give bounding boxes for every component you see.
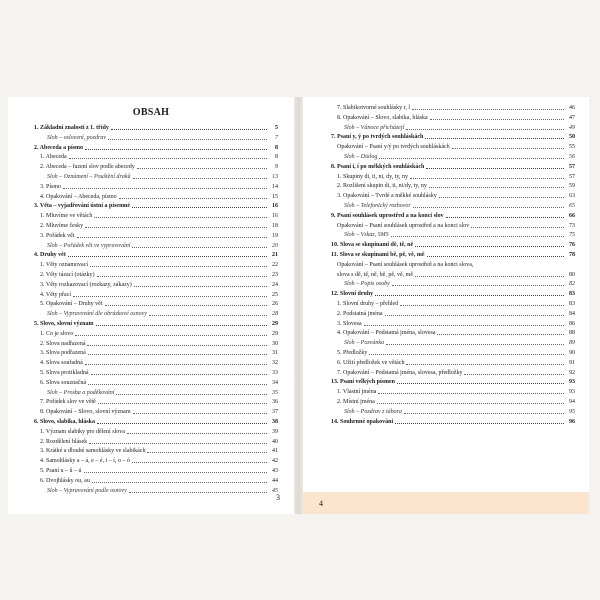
toc-entry-page: 95 (569, 408, 575, 415)
toc-entry-title: slova s dě, tě, ně, bě, pě, vě, mě (337, 271, 413, 278)
toc-leader-dots (87, 345, 267, 346)
toc-entry (34, 251, 278, 259)
toc-entry (34, 457, 278, 465)
toc-entry (34, 144, 278, 152)
toc-entry-page: 83 (569, 291, 575, 298)
toc-entry-page: 57 (569, 173, 575, 180)
toc-entry (331, 182, 575, 190)
toc-entry (34, 271, 278, 279)
toc-entry-page: 40 (272, 438, 278, 445)
toc-leader-dots (379, 158, 564, 159)
toc-entry-page: 73 (569, 222, 575, 229)
toc-entry (34, 183, 278, 191)
toc-entry-title: Opakování – Psaní y/ý po tvrdých souhláskách (337, 144, 450, 151)
toc-entry (331, 173, 575, 181)
toc-entry (331, 310, 575, 318)
toc-entry-title: 3. Písmo (40, 183, 62, 190)
toc-entry-title: 5. Slova protikladná (40, 370, 89, 376)
toc-entry-page: 25 (272, 291, 278, 298)
toc-entry (34, 281, 278, 289)
toc-entry (331, 104, 575, 112)
toc-entry-page: 76 (569, 242, 575, 249)
toc-entry-page: 41 (272, 448, 278, 455)
toc-leader-dots (430, 119, 564, 120)
toc-leader-dots (88, 354, 267, 355)
toc-entry-page: 90 (569, 350, 575, 356)
toc-leader-dots (77, 237, 267, 238)
toc-leader-dots (132, 247, 267, 248)
toc-entry (34, 447, 278, 455)
left-page (8, 97, 294, 514)
toc-entry-page: 29 (272, 321, 278, 327)
toc-entry (331, 241, 575, 249)
toc-entry-title: 5. Psaní u – ů – ú (40, 468, 82, 474)
toc-entry-page: 37 (272, 409, 278, 416)
page-number-right: 4 (319, 499, 323, 508)
toc-entry (331, 359, 575, 367)
toc-leader-dots (439, 197, 564, 198)
toc-entry-title: 2. Místní jména (337, 399, 375, 405)
toc-leader-dots (149, 315, 267, 316)
toc-leader-dots (375, 295, 564, 296)
toc-entry (331, 251, 575, 259)
toc-entry-page: 83 (569, 301, 575, 307)
toc-entry-page: 30 (272, 340, 278, 347)
toc-entry-title: Sloh – Vypravování podle osnovy (47, 487, 127, 494)
toc-entry-page: 89 (569, 340, 575, 347)
toc-entry-page: 29 (272, 330, 278, 337)
toc-leader-dots (404, 413, 564, 414)
toc-entry-page: 80 (569, 271, 575, 278)
toc-entry (34, 261, 278, 269)
toc-entry-title: Sloh – Vánoce přicházejí (344, 124, 405, 131)
toc-leader-dots (437, 334, 564, 335)
toc-entry-page: 15 (272, 193, 278, 200)
toc-entry (34, 134, 278, 142)
toc-leader-dots (377, 403, 564, 404)
toc-entry-title: 4. Věty přací (40, 291, 72, 298)
toc-entry-title: 13. Psaní velkých písmen (331, 379, 396, 386)
toc-entry-page: 82 (569, 281, 575, 288)
toc-entry-page: 50 (569, 134, 575, 141)
toc-entry (331, 231, 575, 239)
toc-entry (34, 438, 278, 446)
toc-leader-dots (133, 178, 267, 179)
toc-entry-page: 14 (272, 183, 278, 190)
toc-leader-dots (105, 305, 267, 306)
toc-entry (34, 330, 278, 338)
toc-entry (34, 300, 278, 308)
toc-leader-dots (412, 109, 564, 110)
toc-leader-dots (425, 138, 564, 139)
toc-entry-title: 4. Samohlásky a – á, e – é, i – í, o – ó (40, 458, 130, 465)
toc-entry-title: 2. Podstatná jména (337, 310, 383, 317)
toc-entry-page: 56 (569, 154, 575, 160)
toc-entry-page: 42 (272, 458, 278, 465)
toc-entry (34, 242, 278, 250)
toc-entry-title: 2. Abeceda – řazení slov podle abecedy (40, 164, 135, 171)
toc-entry-title: 2. Slova nadřazená (40, 340, 86, 347)
toc-entry-title: Sloh – Vypravování dle obrázkové osnovy (47, 311, 147, 318)
toc-entry-title: 2. Rozdělení hlásek (40, 438, 88, 445)
toc-leader-dots (397, 383, 564, 384)
toc-leader-dots (116, 394, 267, 395)
toc-entry (331, 153, 575, 161)
toc-entry (331, 271, 575, 279)
toc-leader-dots (85, 149, 267, 150)
toc-entry (331, 378, 575, 386)
toc-leader-dots (91, 374, 267, 375)
toc-entry-title: 1. Základní znalosti z 1. třídy (34, 125, 109, 131)
page-title: OBSAH (132, 107, 170, 118)
toc-entry (331, 114, 575, 122)
toc-entry-title: 2. Rozlišení skupin di, ti, ni/dy, ty, ny (337, 183, 427, 190)
toc-entry-title: Sloh – Dialog (344, 154, 378, 160)
toc-leader-dots (415, 246, 564, 247)
toc-entry-page: 20 (272, 242, 278, 249)
book-gutter (294, 97, 303, 514)
toc-entry-title: 6. Slova souznačná (40, 379, 87, 386)
toc-entry-title: 8. Opakování – Slovo, slabika, hláska (337, 114, 428, 121)
toc-entry-page: 36 (272, 399, 278, 406)
page-footer-band (303, 492, 589, 514)
toc-entry-title: 3. Věta – vyjadřování ústní a písemné (34, 203, 131, 210)
toc-leader-dots (471, 227, 564, 228)
toc-entry-page: 35 (272, 389, 278, 396)
toc-leader-dots (364, 325, 564, 326)
toc-entry (34, 467, 278, 475)
toc-leader-dots (127, 433, 267, 434)
toc-entry (331, 398, 575, 406)
toc-entry (331, 192, 575, 200)
toc-entry-page: 33 (272, 370, 278, 376)
toc-entry (34, 124, 278, 132)
toc-leader-dots (429, 187, 564, 188)
toc-entry-title: 8. Opakování – Slovo, slovní význam (40, 409, 131, 416)
toc-leader-dots (75, 335, 267, 336)
toc-leader-dots (89, 443, 267, 444)
toc-leader-dots (400, 305, 564, 306)
toc-leader-dots (85, 364, 267, 365)
toc-entry-title: Sloh – oslovení, pozdrav (47, 134, 106, 141)
toc-leader-dots (98, 403, 267, 404)
toc-leader-dots (413, 207, 564, 208)
page-number-left: 3 (276, 493, 280, 502)
toc-entry-title: 4. Opakování – Podstatná jména, slovesa (337, 330, 436, 337)
toc-entry-title: Sloh – Telefonický rozhovor (344, 203, 411, 209)
toc-entry-title: 3. Slovesa (337, 320, 362, 327)
toc-entry-title: 1. Abeceda (40, 154, 67, 161)
toc-entry (34, 477, 278, 485)
toc-leader-dots (452, 148, 564, 149)
toc-entry-page: 39 (272, 428, 278, 435)
toc-leader-dots (137, 168, 267, 169)
toc-entry-title: Sloh – Prosba a poděkování (47, 389, 115, 396)
toc-entry-title: 5. Předložky (337, 350, 368, 356)
toc-entry (34, 173, 278, 181)
toc-entry-title: 11. Slova se skupinami bě, pě, vě, mě (331, 252, 425, 258)
toc-leader-dots (410, 178, 564, 179)
toc-entry-page: 88 (569, 330, 575, 337)
toc-leader-dots (68, 256, 267, 257)
toc-entry (331, 143, 575, 151)
toc-leader-dots (129, 492, 267, 493)
toc-entry-title: 3. Slova podřazená (40, 350, 86, 357)
toc-leader-dots (132, 462, 267, 463)
toc-entry (34, 349, 278, 357)
toc-entry-page: 84 (569, 310, 575, 317)
toc-entry-title: 3. Opakování – Tvrdé a měkké souhlásky (337, 193, 437, 200)
toc-entry-page: 22 (272, 262, 278, 269)
toc-entry (34, 310, 278, 318)
toc-entry-page: 47 (569, 114, 575, 121)
toc-entry (34, 320, 278, 328)
toc-entry (34, 398, 278, 406)
toc-entry-title: 10. Slova se skupinami dě, tě, ně (331, 242, 414, 249)
toc-entry-page: 8 (275, 154, 278, 161)
toc-entry-title: Opakování – Psaní souhlásek uprostřed a na konci slova, (337, 261, 474, 268)
toc-leader-dots (63, 188, 267, 189)
toc-entry (331, 329, 575, 337)
toc-entry-page: 5 (275, 125, 278, 131)
toc-entry-page: 24 (272, 281, 278, 288)
toc-leader-dots (406, 129, 564, 130)
toc-leader-dots (97, 276, 267, 277)
toc-entry (34, 379, 278, 387)
right-page (303, 97, 589, 514)
toc-entry-page: 57 (569, 163, 575, 170)
toc-entry-title: 3. Pořádek vět (40, 232, 75, 239)
toc-entry (331, 212, 575, 220)
toc-entry-page: 91 (569, 359, 575, 366)
toc-entry (34, 291, 278, 299)
toc-entry-title: Sloh – Pozvánka (344, 340, 384, 347)
toc-entry-title: Sloh – Pozdrav z tábora (344, 408, 403, 415)
toc-entry-title: 1. Skupiny di, ti, ni, dy, ty, ny (337, 173, 409, 180)
toc-leader-dots (69, 158, 267, 159)
toc-entry (34, 212, 278, 220)
toc-entry-title: 4. Slova souřadná (40, 360, 83, 367)
toc-entry (34, 389, 278, 397)
toc-leader-dots (392, 285, 564, 286)
toc-leader-dots (391, 236, 564, 237)
toc-entry-title: Sloh – Vzkaz, SMS (344, 232, 389, 239)
toc-entry-page: 46 (569, 105, 575, 111)
toc-leader-dots (94, 217, 267, 218)
toc-entry (34, 487, 278, 495)
toc-entry (34, 428, 278, 436)
toc-entry-page: 93 (569, 389, 575, 396)
toc-leader-dots (427, 256, 564, 257)
toc-entry-title: 14. Souhrnné opakování (331, 418, 394, 425)
toc-entry (34, 418, 278, 426)
toc-entry-page: 43 (272, 468, 278, 474)
toc-entry-title: 1. Význam slabiky pro dělení slova (40, 428, 125, 435)
toc-entry-page: 34 (272, 379, 278, 386)
toc-entry (331, 349, 575, 357)
toc-entry-page: 38 (272, 419, 278, 425)
toc-leader-dots (134, 286, 267, 287)
toc-entry-page: 9 (275, 164, 278, 171)
toc-entry (34, 340, 278, 348)
toc-entry-title: 1. Mluvíme ve větách (40, 213, 93, 220)
toc-entry-title: 7. Psaní y, ý po tvrdých souhláskách (331, 134, 424, 141)
toc-entry-title: 1. Vlastní jména (337, 389, 377, 396)
toc-entry (34, 359, 278, 367)
toc-entry-title: 5. Opakování – Druhy vět (40, 301, 103, 308)
toc-entry-page: 65 (569, 203, 575, 209)
toc-leader-dots (90, 266, 267, 267)
toc-entry-title: 1. Věty oznamovací (40, 262, 89, 269)
toc-entry (34, 232, 278, 240)
toc-leader-dots (426, 168, 564, 169)
toc-entry (331, 418, 575, 426)
toc-leader-dots (84, 472, 267, 473)
toc-entry-page: 7 (275, 134, 278, 141)
toc-entry (34, 222, 278, 230)
toc-entry-page: 55 (569, 144, 575, 151)
toc-entry (331, 133, 575, 141)
toc-entry (331, 202, 575, 210)
toc-entry-page: 32 (272, 360, 278, 367)
toc-entry-page: 96 (569, 418, 575, 425)
toc-leader-dots (446, 217, 564, 218)
toc-entry (331, 300, 575, 308)
toc-leader-dots (96, 325, 267, 326)
toc-entry (331, 163, 575, 171)
toc-entry-title: Sloh – Oznámení – Pouštění draků (47, 174, 131, 180)
toc-entry (331, 408, 575, 416)
toc-entry-title: 3. Krátké a dlouhé samohlásky ve slabikách (40, 448, 146, 455)
toc-entry-title: 6. Dvojhlásky ou, au (40, 477, 90, 484)
toc-entry (331, 280, 575, 288)
toc-leader-dots (97, 423, 267, 424)
toc-entry-title: 9. Psaní souhlásek uprostřed a na konci slov (331, 212, 444, 219)
toc-leader-dots (132, 207, 267, 208)
toc-entry (331, 290, 575, 298)
toc-entry-page: 86 (569, 320, 575, 327)
toc-leader-dots (385, 315, 564, 316)
toc-leader-dots (378, 393, 564, 394)
toc-entry (331, 369, 575, 377)
toc-entry (331, 261, 575, 269)
toc-entry-title: 8. Psaní i, í po měkkých souhláskách (331, 163, 425, 170)
toc-entry (331, 124, 575, 132)
toc-entry (331, 320, 575, 328)
toc-leader-dots (406, 364, 564, 365)
toc-entry-page: 28 (272, 311, 278, 318)
toc-entry (34, 153, 278, 161)
toc-leader-dots (415, 276, 564, 277)
toc-entry-page: 21 (272, 252, 278, 259)
toc-entry (34, 193, 278, 201)
toc-entry-page: 78 (569, 252, 575, 258)
toc-entry-title: Sloh – Pořádek vět ve vypravování (47, 242, 131, 249)
toc-entry (34, 369, 278, 377)
toc-entry-page: 8 (275, 144, 278, 151)
toc-entry-title: 5. Slovo, slovní význam (34, 321, 94, 327)
toc-entry-title: 6. Slovo, slabika, hláska (34, 419, 96, 425)
toc-entry-page: 31 (272, 350, 278, 357)
toc-entry-page: 59 (569, 183, 575, 190)
toc-leader-dots (85, 227, 267, 228)
toc-leader-dots (386, 344, 564, 345)
toc-entry-title: 6. Užití předložek ve větách (337, 359, 405, 366)
toc-leader-dots (147, 452, 267, 453)
toc-entry-page: 13 (272, 174, 278, 180)
toc-entry-page: 44 (272, 477, 278, 484)
toc-leader-dots (111, 129, 267, 130)
toc-entry-title: 12. Slovní druhy (331, 291, 374, 298)
toc-entry-page: 93 (569, 379, 575, 386)
toc-leader-dots (73, 296, 267, 297)
toc-entry-title: 2. Mluvíme česky (40, 223, 84, 229)
toc-entry-page: 26 (272, 301, 278, 308)
toc-entry-page: 23 (272, 272, 278, 278)
toc-entry (34, 408, 278, 416)
toc-leader-dots (108, 139, 267, 140)
toc-entry-page: 45 (272, 487, 278, 494)
toc-entry (34, 202, 278, 210)
toc-entry-title: 4. Druhy vět (34, 252, 66, 259)
toc-entry (331, 222, 575, 230)
toc-leader-dots (464, 374, 564, 375)
toc-entry-title: 1. Slovní druhy – přehled (337, 301, 399, 307)
toc-entry-page: 75 (569, 232, 575, 239)
toc-entry (331, 388, 575, 396)
toc-entry-page: 16 (272, 213, 278, 220)
toc-leader-dots (88, 384, 267, 385)
toc-entry-title: 2. Věty tázací (otázky) (40, 272, 95, 278)
toc-entry-title: 7. Opakování – Podstatná jména, slovesa, předložky (337, 369, 463, 376)
toc-entry-page: 18 (272, 223, 278, 229)
toc-entry-title: 1. Co je slovo (40, 330, 74, 337)
toc-entry-page: 16 (272, 203, 278, 210)
toc-leader-dots (92, 482, 267, 483)
toc-entry-page: 63 (569, 193, 575, 200)
toc-entry (34, 163, 278, 171)
toc-entry-title: Opakování – Psaní souhlásek uprostřed a na konci slov (337, 222, 470, 229)
toc-entry-page: 66 (569, 212, 575, 219)
toc-entry-page: 49 (569, 124, 575, 131)
toc-entry-page: 19 (272, 232, 278, 239)
toc-entry-page: 92 (569, 369, 575, 376)
toc-leader-dots (369, 354, 564, 355)
toc-leader-dots (395, 423, 564, 424)
toc-entry-title: 7. Slabikotvorné souhlásky r, l (337, 105, 411, 111)
toc-entry-page: 94 (569, 399, 575, 405)
toc-entry-title: 7. Pořádek slov ve větě (40, 399, 96, 406)
toc-entry-title: 3. Věty rozkazovací (rozkazy, zákazy) (40, 281, 132, 288)
toc-entry (331, 339, 575, 347)
toc-entry-title: 2. Abeceda a písmo (34, 144, 84, 151)
toc-entry-title: 4. Opakování – Abeceda, písmo (40, 193, 117, 200)
toc-leader-dots (119, 198, 267, 199)
toc-entry-title: Sloh – Popis osoby (344, 281, 390, 288)
toc-leader-dots (133, 413, 267, 414)
